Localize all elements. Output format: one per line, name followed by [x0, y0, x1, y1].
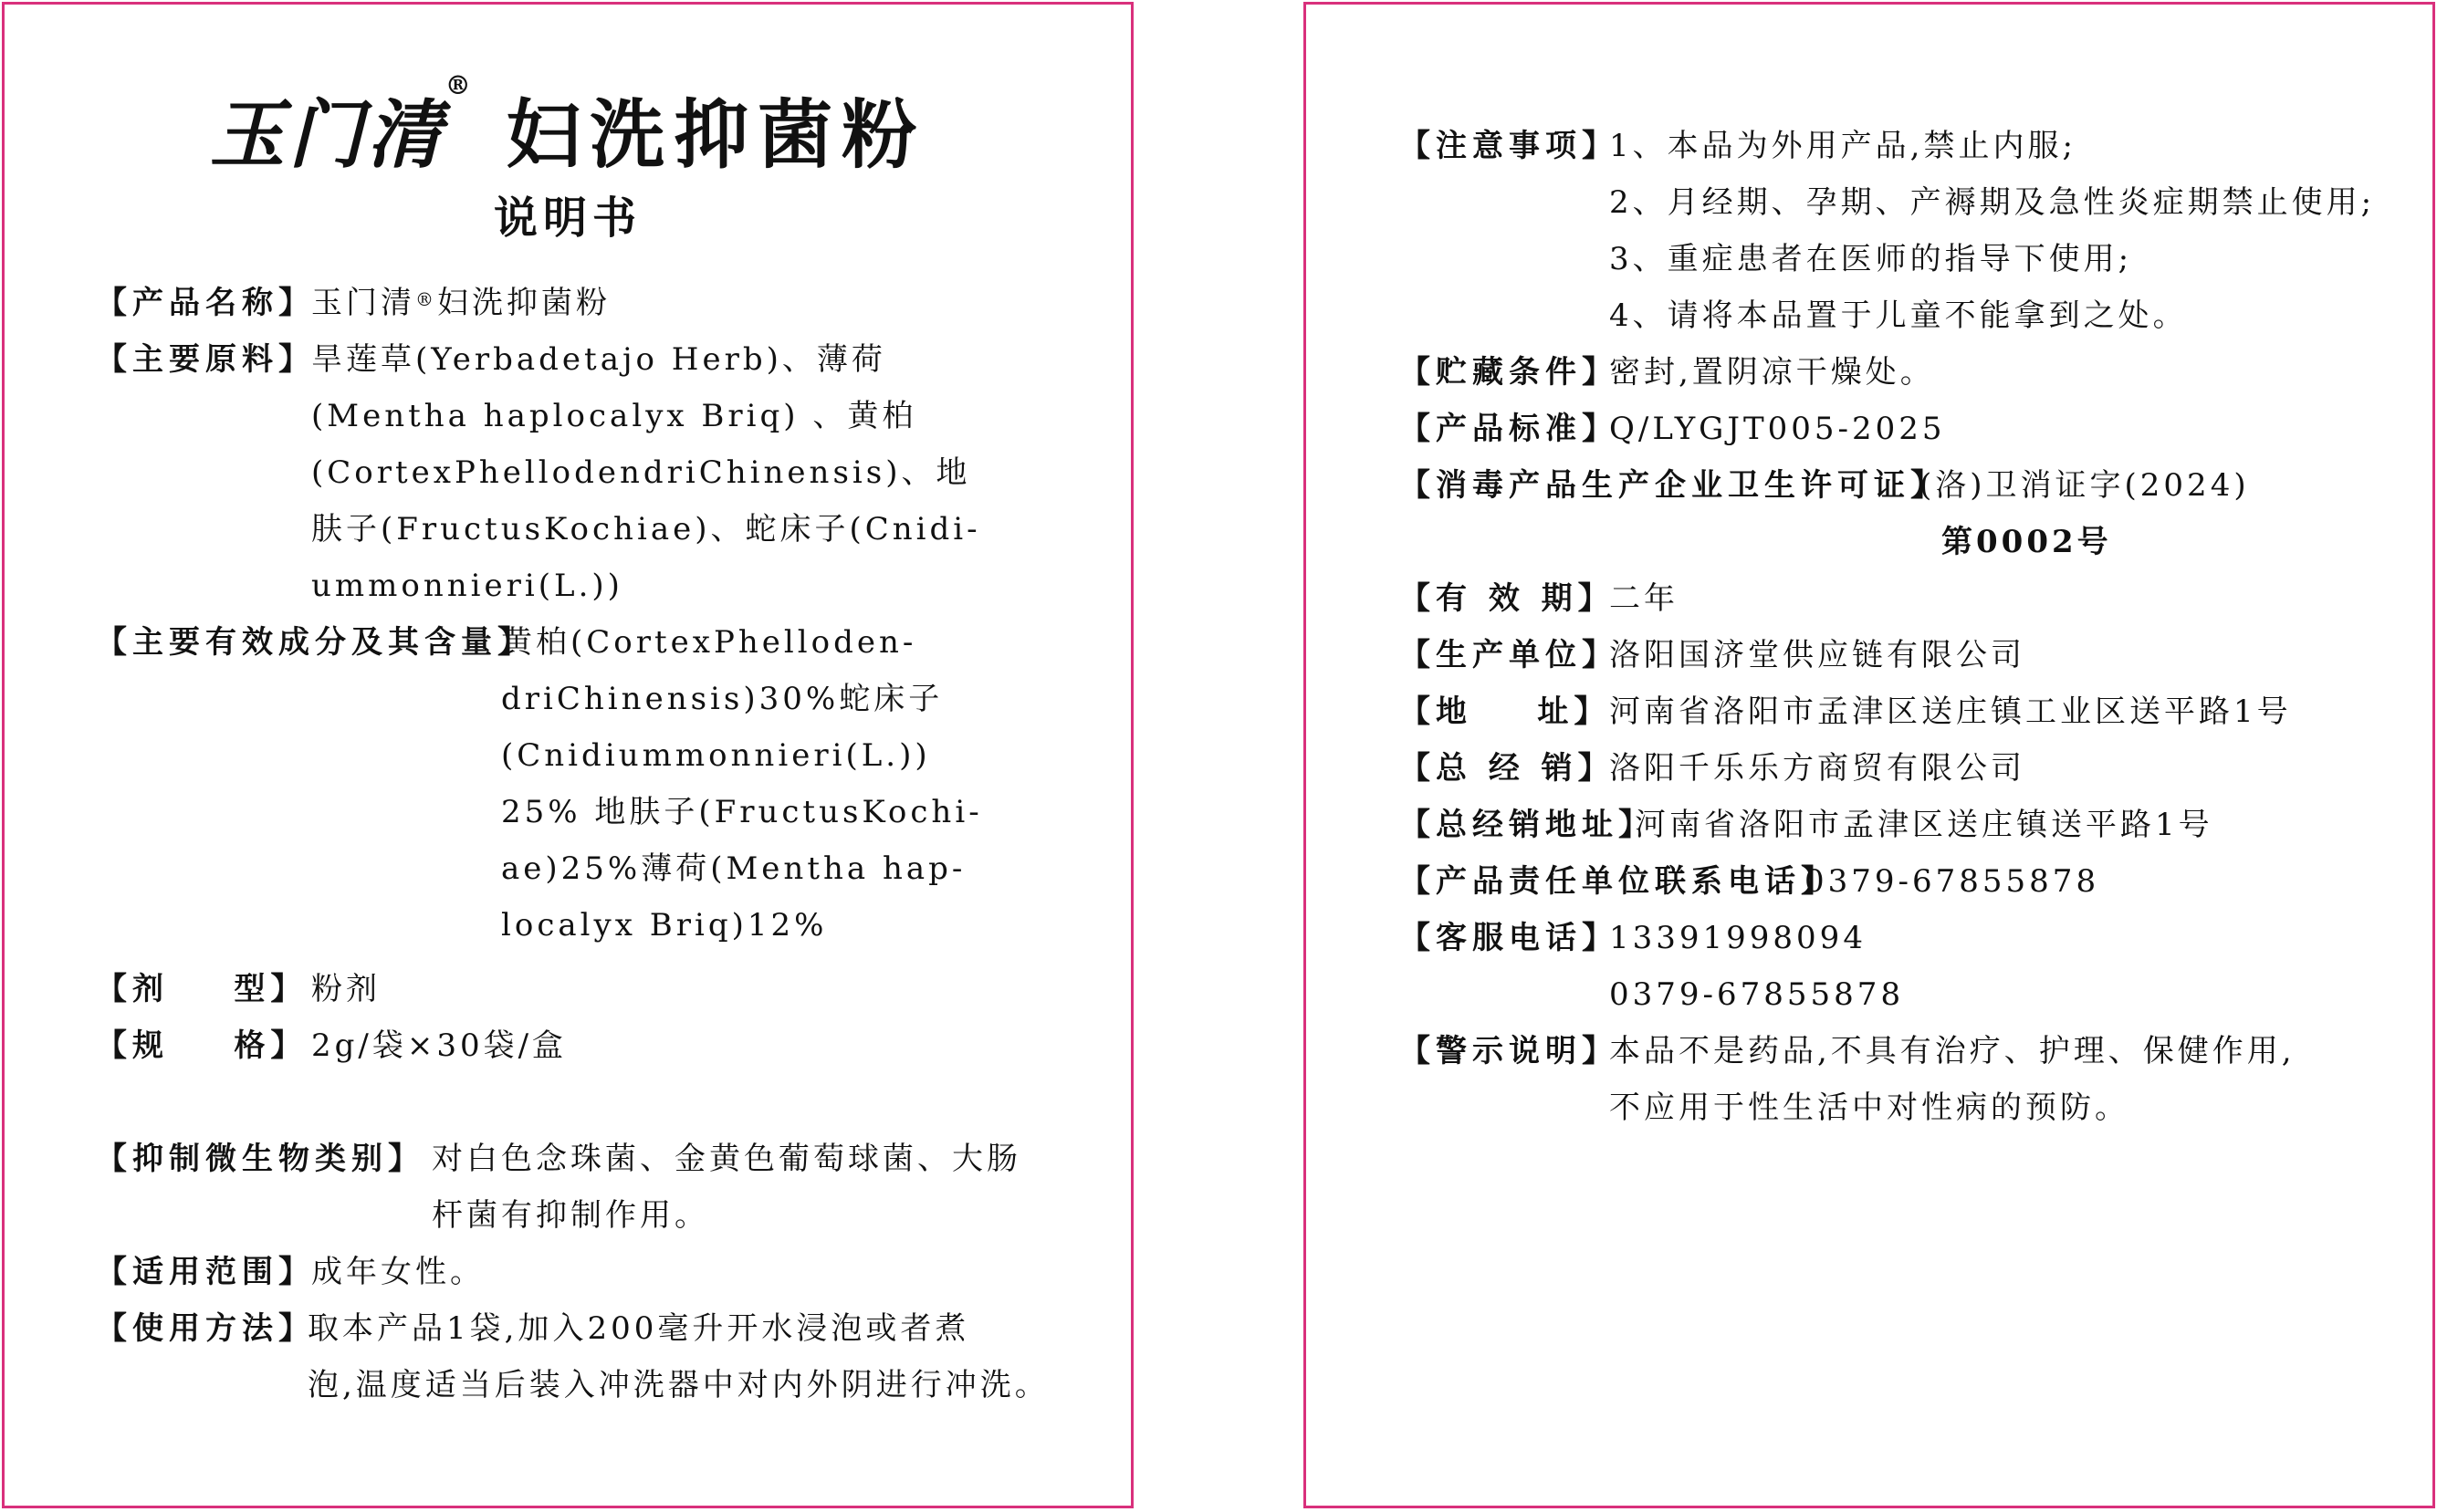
materials-label: 【主要原料】 [96, 341, 315, 378]
product-name-mark: ® [415, 288, 437, 310]
service-phone-line: 0379-67855878 [1609, 976, 1905, 1013]
notes-line: 3、重症患者在医师的指导下使用; [1609, 241, 2133, 277]
warning-line: 本品不是药品,不具有治疗、护理、保健作用, [1609, 1033, 2296, 1069]
validity-label: 【有 效 期】 [1399, 580, 1615, 617]
active-ingredients-line: (Cnidiummonnieri(L.)) [501, 737, 931, 774]
license-value: (洛)卫消证字(2024) [1919, 467, 2250, 504]
microbe-category-label: 【抑制微生物类别】 [96, 1141, 424, 1177]
warning-value [1609, 1023, 2296, 1136]
microbe-category-line: 杆菌有抑制作用。 [432, 1197, 709, 1234]
producer-label: 【生产单位】 [1399, 637, 1618, 673]
address-label: 【地 址】 [1399, 693, 1611, 730]
notes-line: 1、本品为外用产品,禁止内服; [1609, 128, 2076, 164]
notes-line: 4、请将本品置于儿童不能拿到之处。 [1609, 297, 2188, 334]
scope-value: 成年女性。 [311, 1254, 485, 1290]
validity-value: 二年 [1609, 580, 1679, 617]
document-subtitle: 说明书 [493, 193, 642, 244]
warning-line: 不应用于性生活中对性病的预防。 [1609, 1090, 2129, 1126]
notes-value [1609, 118, 2375, 344]
address-value: 河南省洛阳市孟津区送庄镇工业区送平路1号 [1609, 693, 2292, 730]
left-instruction-panel [2, 2, 1134, 1508]
product-name-product: 妇洗抑菌粉 [437, 285, 611, 321]
materials-value [311, 331, 981, 614]
materials-line: (Mentha haplocalyx Briq) 、黄柏 [311, 398, 917, 434]
microbe-category-value [432, 1131, 1021, 1244]
distributor-address-value: 河南省洛阳市孟津区送庄镇送平路1号 [1635, 807, 2213, 843]
product-name-label: 【产品名称】 [96, 285, 315, 321]
active-ingredients-line: driChinensis)30%蛇床子 [501, 681, 944, 717]
license-label: 【消毒产品生产企业卫生许可证】 [1399, 467, 1947, 504]
notes-line: 2、月经期、孕期、产褥期及急性炎症期禁止使用; [1609, 184, 2376, 221]
warning-label: 【警示说明】 [1399, 1033, 1618, 1069]
dosage-form-value: 粉剂 [311, 971, 381, 1007]
active-ingredients-value [501, 614, 983, 954]
registered-mark: ® [445, 70, 471, 100]
active-ingredients-line: 25% 地肤子(FructusKochi- [501, 794, 983, 830]
distributor-label: 【总 经 销】 [1399, 750, 1615, 787]
standard-label: 【产品标准】 [1399, 411, 1618, 447]
distributor-address-label: 【总经销地址】 [1399, 807, 1655, 843]
service-phone-line: 13391998094 [1609, 920, 1867, 956]
storage-label: 【贮藏条件】 [1399, 354, 1618, 391]
right-instruction-panel [1303, 2, 2435, 1508]
materials-line: 旱莲草(Yerbadetajo Herb)、薄荷 [311, 341, 886, 378]
microbe-category-line: 对白色念珠菌、金黄色葡萄球菌、大肠 [432, 1141, 1021, 1177]
service-phone-label: 【客服电话】 [1399, 920, 1618, 956]
responsible-phone-label: 【产品责任单位联系电话】 [1399, 863, 1837, 900]
brand-logo: 玉门清 [209, 91, 445, 179]
usage-line: 取本产品1袋,加入200毫升开水浸泡或者煮 [308, 1310, 970, 1347]
active-ingredients-line: localyx Briq)12% [501, 907, 828, 944]
responsible-phone-value: 0379-67855878 [1804, 863, 2100, 900]
active-ingredients-line: 黄柏(CortexPhelloden- [501, 624, 917, 661]
brand-title [5, 70, 1131, 182]
specification-value: 2g/袋×30袋/盒 [311, 1027, 568, 1064]
product-name-value [311, 275, 611, 331]
distributor-value: 洛阳千乐乐方商贸有限公司 [1609, 750, 2025, 787]
usage-value [308, 1300, 1050, 1413]
materials-line: ummonnieri(L.)) [311, 568, 623, 604]
storage-value: 密封,置阴凉干燥处。 [1609, 354, 1935, 391]
materials-line: (CortexPhellodendriChinensis)、地 [311, 454, 971, 491]
notes-label: 【注意事项】 [1399, 128, 1618, 164]
standard-value: Q/LYGJT005-2025 [1609, 411, 1946, 447]
dosage-form-label: 【剂 型】 [96, 971, 308, 1007]
active-ingredients-label: 【主要有效成分及其含量】 [96, 624, 534, 661]
producer-value: 洛阳国济堂供应链有限公司 [1609, 637, 2025, 673]
license-number: 第0002号 [1941, 524, 2112, 560]
specification-label: 【规 格】 [96, 1027, 308, 1064]
active-ingredients-line: ae)25%薄荷(Mentha hap- [501, 850, 967, 887]
usage-label: 【使用方法】 [96, 1310, 315, 1347]
materials-line: 肤子(FructusKochiae)、蛇床子(Cnidi- [311, 511, 981, 547]
product-name-brand: 玉门清 [311, 285, 415, 321]
usage-line: 泡,温度适当后装入冲洗器中对内外阴进行冲洗。 [308, 1367, 1050, 1403]
scope-label: 【适用范围】 [96, 1254, 315, 1290]
brand-product-name: 妇洗抑菌粉 [506, 91, 926, 179]
service-phone-value [1609, 910, 1904, 1023]
